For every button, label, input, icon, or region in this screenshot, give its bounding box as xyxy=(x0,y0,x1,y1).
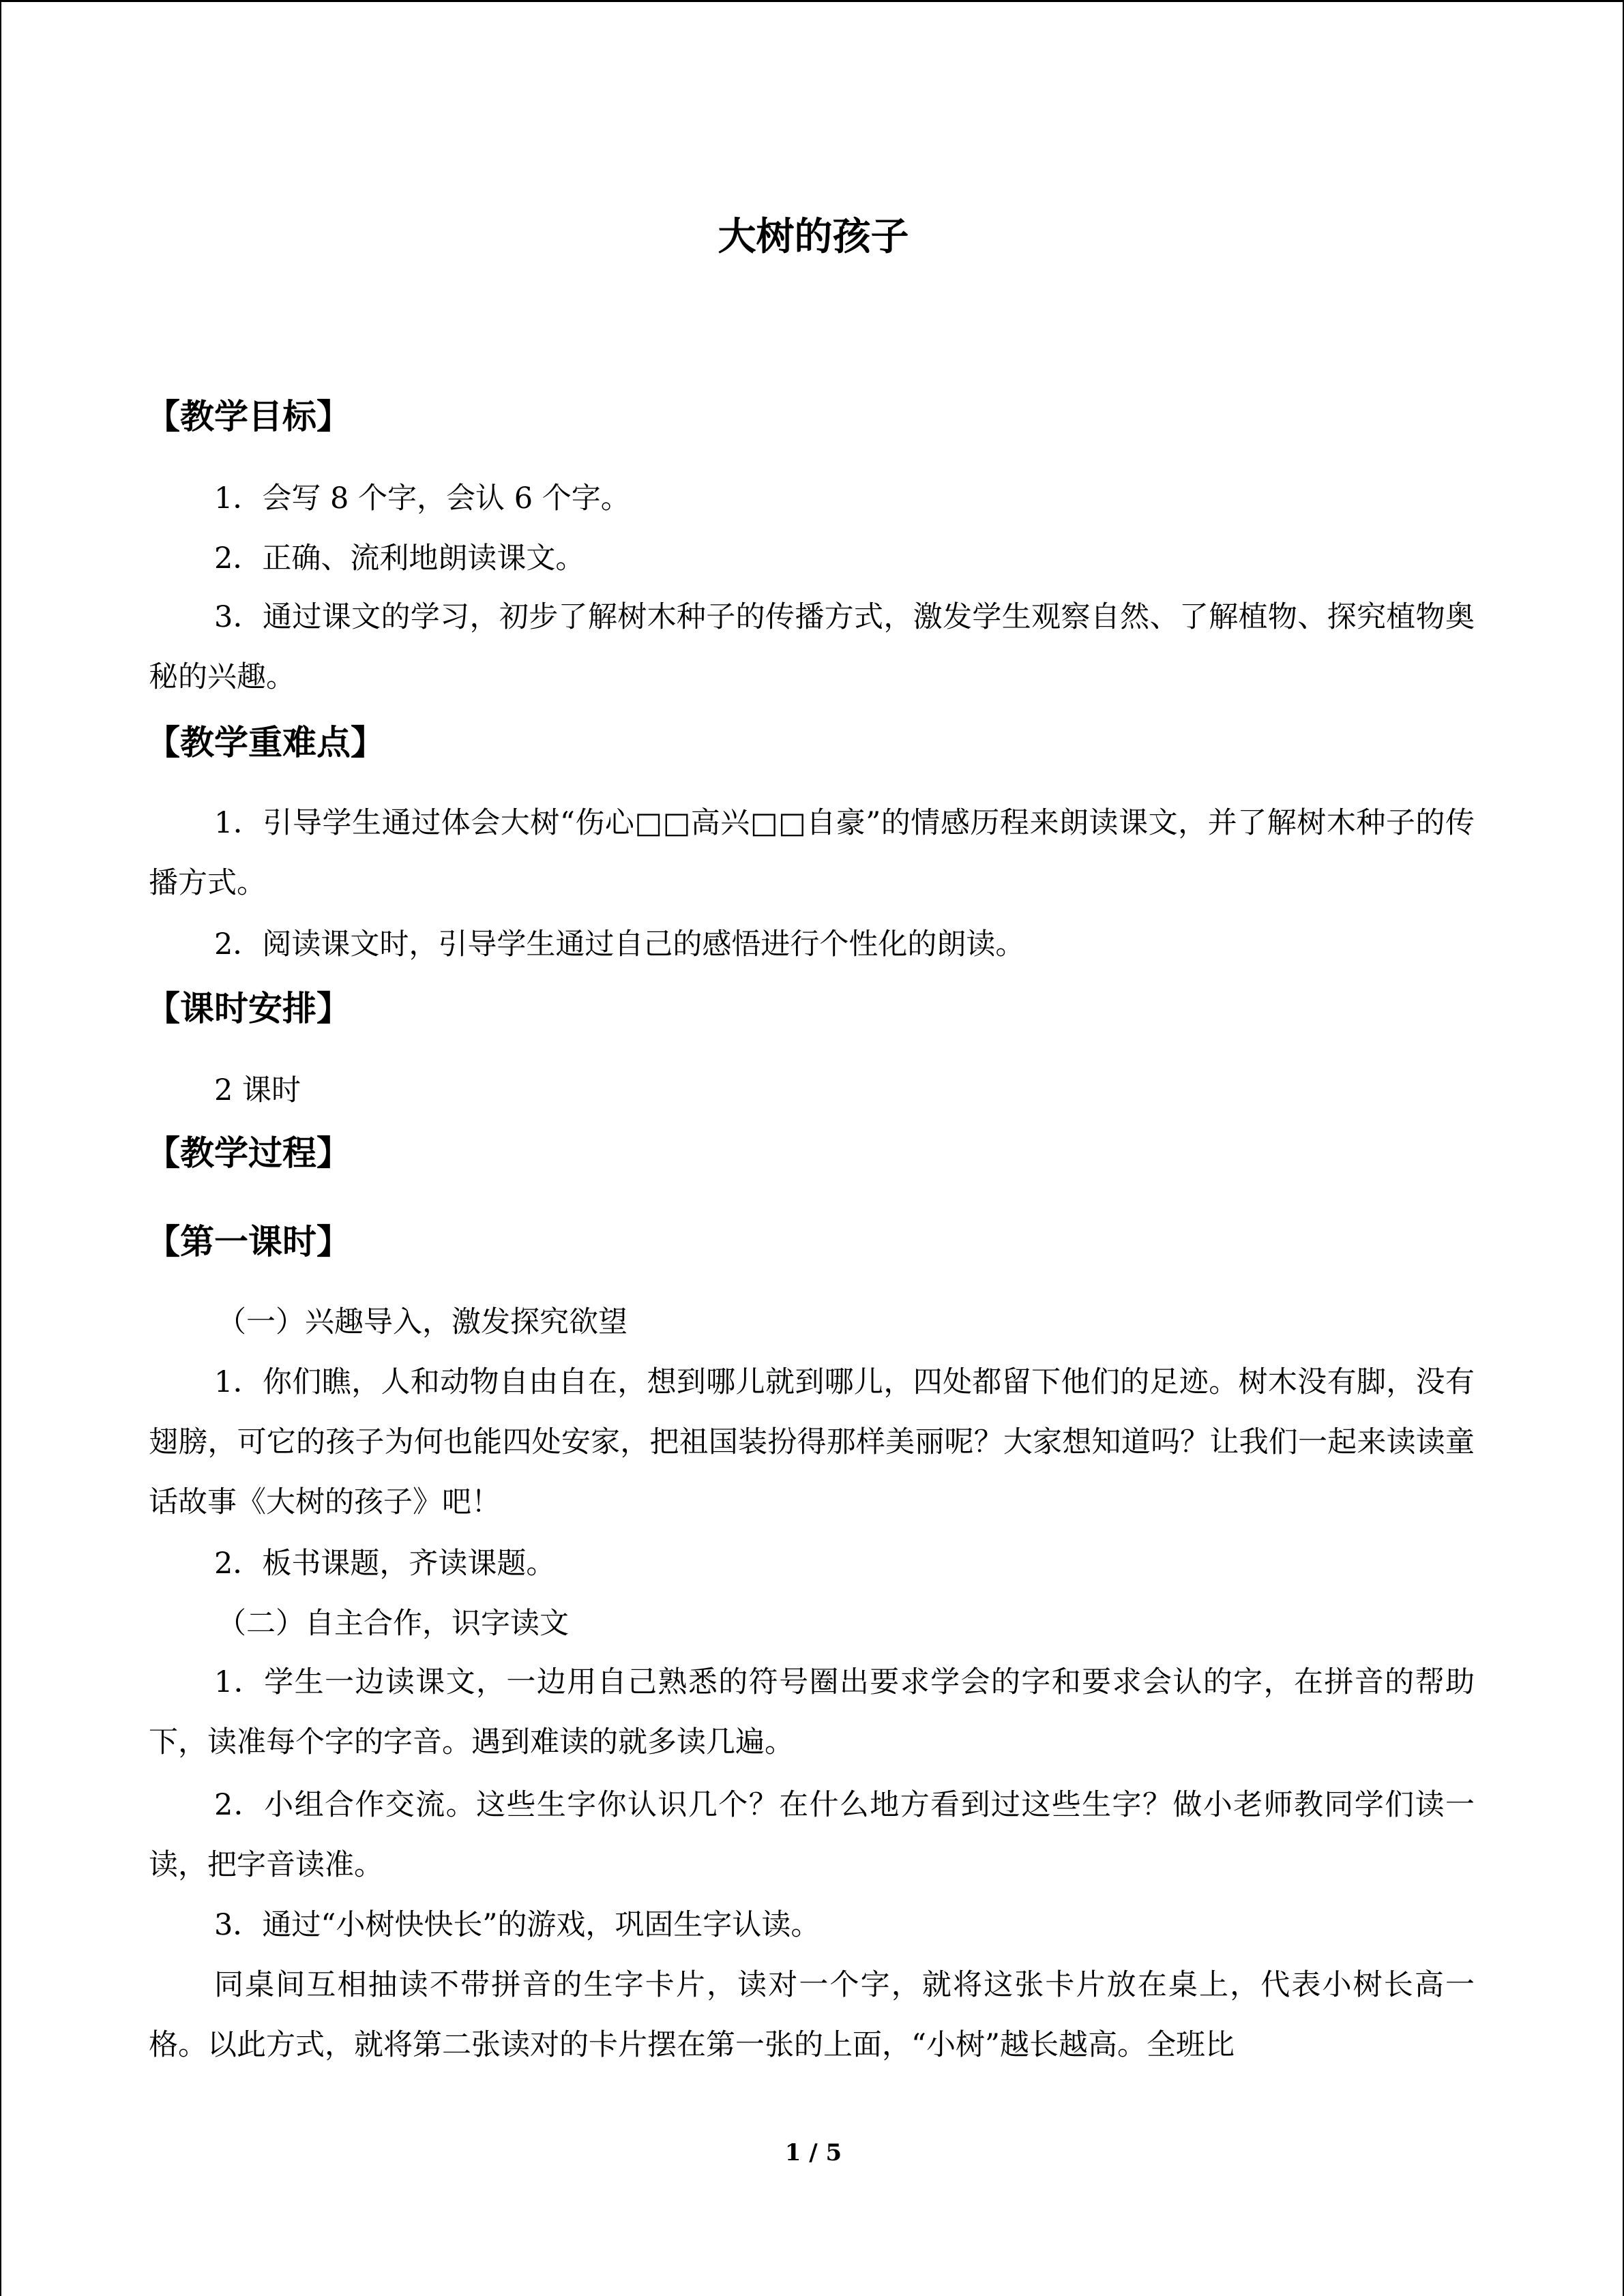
lesson1-subheading-1: （一）兴趣导入，激发探究欲望 xyxy=(217,1305,628,1339)
lesson1-paragraph-2: 2．板书课题，齐读课题。 xyxy=(214,1547,556,1581)
schedule-text: 2 课时 xyxy=(214,1073,301,1107)
goal-item-1: 1．会写 8 个字，会认 6 个字。 xyxy=(214,481,630,516)
keypoint-item-2: 2．阅读课文时，引导学生通过自己的感悟进行个性化的朗读。 xyxy=(214,927,1025,961)
page-number: 1 / 5 xyxy=(784,2139,842,2166)
lesson1-subheading-2: （二）自主合作，识字读文 xyxy=(217,1607,569,1641)
heading-teaching-process: 【教学过程】 xyxy=(146,1133,351,1173)
heading-lesson-one: 【第一课时】 xyxy=(146,1222,351,1262)
heading-schedule: 【课时安排】 xyxy=(146,989,351,1028)
lesson1-paragraph-5: 3．通过“小树快快长”的游戏，巩固生字认读。 xyxy=(214,1908,821,1942)
document-title: 大树的孩子 xyxy=(718,215,909,259)
goal-item-2: 2．正确、流利地朗读课文。 xyxy=(214,541,585,576)
heading-key-difficulties: 【教学重难点】 xyxy=(146,723,385,762)
goal-item-3: 3．通过课文的学习，初步了解树木种子的传播方式，激发学生观察自然、了解植物、探究植物奥秘的兴趣。 xyxy=(149,600,1475,694)
heading-teaching-goals: 【教学目标】 xyxy=(146,397,351,436)
lesson1-paragraph-1: 1．你们瞧，人和动物自由自在，想到哪儿就到哪儿，四处都留下他们的足迹。树木没有脚，没有翅膀，可它的孩子为何也能四处安家，把祖国装扮得那样美丽呢？大家想知道吗？让我们一起来读读童话故事《大树的孩子》吧！ xyxy=(149,1365,1475,1519)
lesson1-paragraph-6: 同桌间互相抽读不带拼音的生字卡片，读对一个字，就将这张卡片放在桌上，代表小树长高一格。以此方式，就将第二张读对的卡片摆在第一张的上面，“小树”越长越高。全班比 xyxy=(149,1968,1475,2062)
keypoint-item-1: 1．引导学生通过体会大树“伤心□□高兴□□自豪”的情感历程来朗读课文，并了解树木种子的传播方式。 xyxy=(149,806,1475,900)
lesson1-paragraph-4: 2．小组合作交流。这些生字你认识几个？在什么地方看到过这些生字？做小老师教同学们读一读，把字音读准。 xyxy=(149,1788,1475,1882)
lesson1-paragraph-3: 1．学生一边读课文，一边用自己熟悉的符号圈出要求学会的字和要求会认的字，在拼音的帮助下，读准每个字的字音。遇到难读的就多读几遍。 xyxy=(149,1665,1475,1759)
